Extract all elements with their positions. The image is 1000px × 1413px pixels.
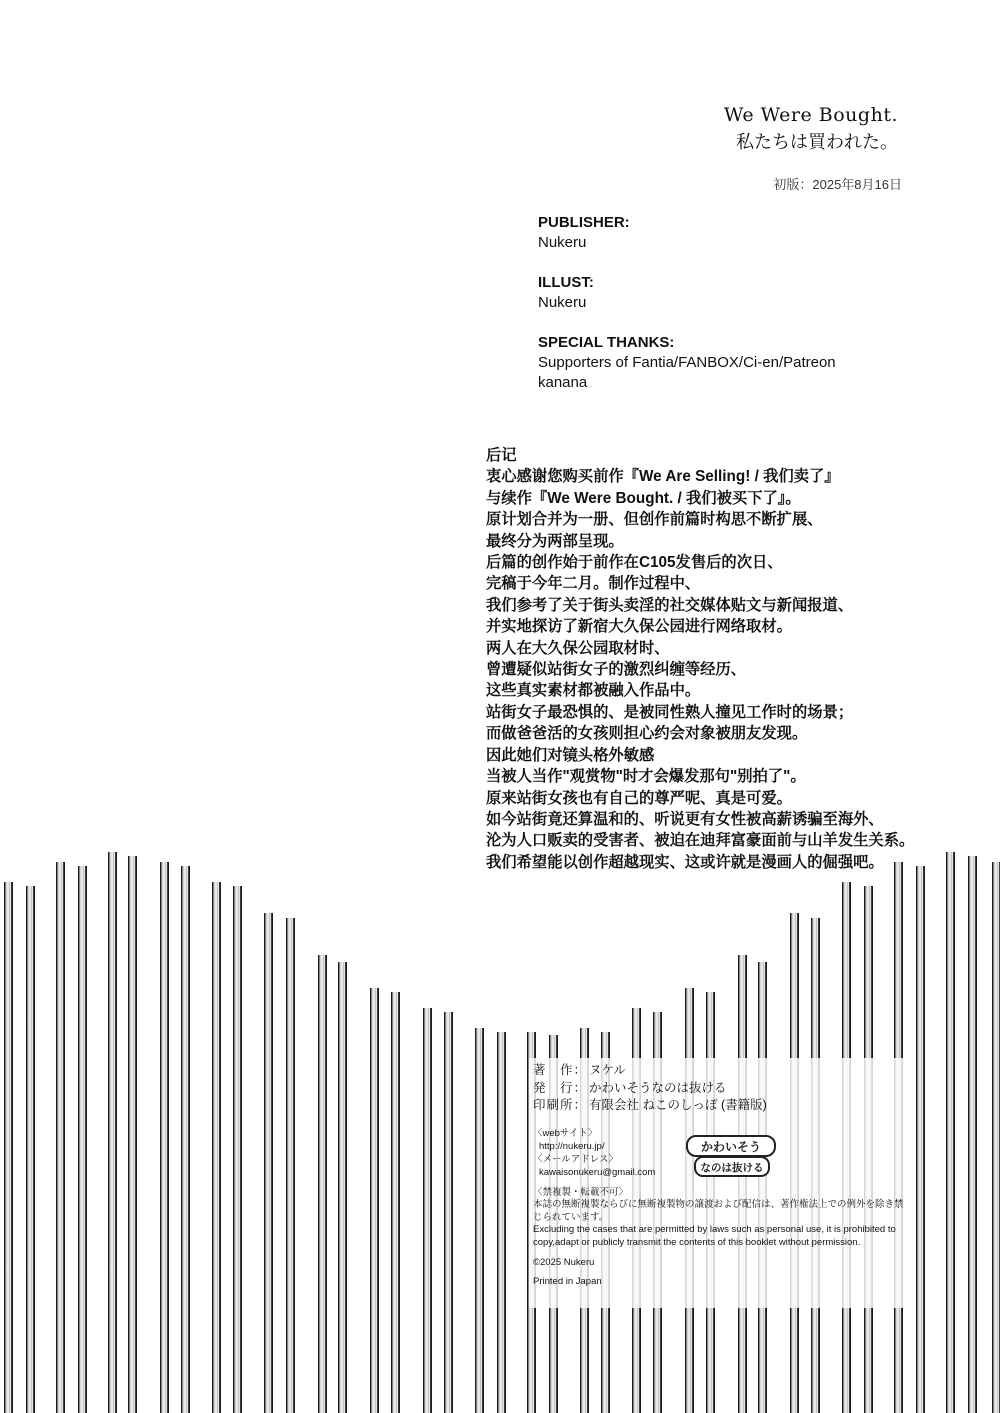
publisher-value: かわいそうなのは抜ける xyxy=(589,1080,727,1095)
notice-title: 〈禁複製・転載不可〉 xyxy=(533,1186,629,1198)
notice-japanese: 本誌の無断複製ならびに無断複製物の譲渡および配信は、著作権法上での例外を除き禁じられています。 xyxy=(533,1199,904,1223)
printer-label: 印刷所： xyxy=(533,1098,588,1112)
copy-notice xyxy=(533,1187,905,1250)
striped-bar xyxy=(318,955,327,1413)
striped-bar xyxy=(992,862,1000,1413)
colophon xyxy=(533,1062,913,1287)
colophon-printer-row xyxy=(533,1097,913,1115)
striped-bar xyxy=(233,886,242,1413)
afterword-line: 我们参考了关于街头卖淫的社交媒体贴文与新闻报道、 xyxy=(486,596,854,614)
web-url: http://nukeru.jp/ xyxy=(539,1140,605,1152)
credit-value: Supporters of Fantia/FANBOX/Ci-en/Patreon xyxy=(538,354,836,371)
striped-bar xyxy=(181,866,190,1413)
afterword-line: 后篇的创作始于前作在C105发售后的次日、 xyxy=(486,554,783,572)
title-japanese: 私たちは買われた。 xyxy=(736,132,898,153)
logo-line-1: かわいそう xyxy=(700,1139,762,1154)
afterword-line: 如今站街竟还算温和的、听说更有女性被高薪诱骗至海外、 xyxy=(486,810,884,828)
afterword-line: 原来站街女孩也有自己的尊严呢、真是可爱。 xyxy=(486,789,792,807)
credit-label: SPECIAL THANKS: xyxy=(538,334,675,351)
printed-in: Printed in Japan xyxy=(533,1276,602,1287)
afterword-line: 完稿于今年二月。制作过程中、 xyxy=(486,575,701,593)
edition-date: 初版：2025年8月16日 xyxy=(773,177,902,192)
striped-bar xyxy=(338,962,347,1413)
striped-bar xyxy=(160,862,169,1413)
striped-bar xyxy=(391,992,400,1413)
credit-value: Nukeru xyxy=(538,294,587,311)
afterword-line: 这些真实素材都被融入作品中。 xyxy=(486,682,701,700)
afterword-line: 沦为人口贩卖的受害者、被迫在迪拜富豪面前与山羊发生关系。 xyxy=(486,832,915,850)
striped-bar xyxy=(26,886,35,1413)
striped-bar xyxy=(264,913,273,1413)
striped-bar xyxy=(916,866,925,1413)
striped-bar xyxy=(370,988,379,1413)
striped-bar xyxy=(128,856,137,1413)
afterword-heading: 后记 xyxy=(486,447,517,464)
afterword-line: 并实地探访了新宿大久保公园进行网络取材。 xyxy=(486,618,792,636)
afterword-line: 与续作『We Were Bought. / 我们被买下了』。 xyxy=(486,489,801,507)
credit-label: PUBLISHER: xyxy=(538,214,630,231)
afterword-line: 我们希望能以创作超越现实、这或许就是漫画人的倔强吧。 xyxy=(486,853,884,871)
colophon-author-row xyxy=(533,1062,913,1080)
logo-line-2: なのは抜ける xyxy=(700,1161,764,1174)
striped-bar xyxy=(475,1028,484,1413)
publisher-logo-icon xyxy=(685,1133,777,1179)
mail-label: 〈メールアドレス〉 xyxy=(533,1153,619,1165)
credit-value: Nukeru xyxy=(538,234,587,251)
afterword-line: 曾遭疑似站街女子的激烈纠缠等经历、 xyxy=(486,661,747,679)
contact-block xyxy=(533,1127,913,1179)
copyright: ©2025 Nukeru xyxy=(533,1257,595,1268)
striped-bar xyxy=(444,1012,453,1413)
title-english: We Were Bought. xyxy=(723,104,898,126)
afterword-line: 站街女子最恐惧的、是被同性熟人撞见工作时的场景； xyxy=(486,703,854,721)
colophon-publisher-row xyxy=(533,1080,913,1098)
afterword-line: 因此她们对镜头格外敏感 xyxy=(486,746,655,764)
afterword-line: 衷心感谢您购买前作『We Are Selling! / 我们卖了』 xyxy=(486,468,840,486)
striped-bar xyxy=(286,918,295,1413)
author-value: ヌケル xyxy=(589,1063,626,1077)
web-label: 〈webサイト〉 xyxy=(533,1127,598,1139)
afterword-line: 原计划合并为一册、但创作前篇时构思不断扩展、 xyxy=(486,511,823,529)
afterword-line: 而做爸爸活的女孩则担心约会对象被朋友发现。 xyxy=(486,725,808,743)
striped-bar xyxy=(968,856,977,1413)
striped-bar xyxy=(946,852,955,1413)
credit-value: kanana xyxy=(538,374,588,391)
author-label: 著 作： xyxy=(533,1063,588,1077)
notice-english: Excluding the cases that are permitted by laws such as personal use, it is prohibited to copy,adapt or publicly transmit the contents of this booklet without permission. xyxy=(533,1224,896,1248)
afterword-line: 当被人当作"观赏物"时才会爆发那句"别拍了"。 xyxy=(486,768,806,786)
credit-label: ILLUST: xyxy=(538,274,594,291)
striped-bar xyxy=(108,852,117,1413)
striped-bar xyxy=(497,1032,506,1413)
afterword-line: 两人在大久保公园取材时、 xyxy=(486,639,670,657)
striped-bar xyxy=(4,882,13,1413)
striped-bar xyxy=(56,862,65,1413)
striped-bar xyxy=(212,882,221,1413)
mail-address: kawaisonukeru@gmail.com xyxy=(539,1166,656,1178)
afterword-line: 最终分为两部呈现。 xyxy=(486,532,624,550)
striped-bar xyxy=(423,1008,432,1413)
colophon-credits xyxy=(533,1062,913,1115)
publisher-label: 発 行： xyxy=(533,1080,588,1095)
printer-value: 有限会社 ねこのしっぽ (書籍版) xyxy=(589,1098,767,1112)
striped-bar xyxy=(78,866,87,1413)
